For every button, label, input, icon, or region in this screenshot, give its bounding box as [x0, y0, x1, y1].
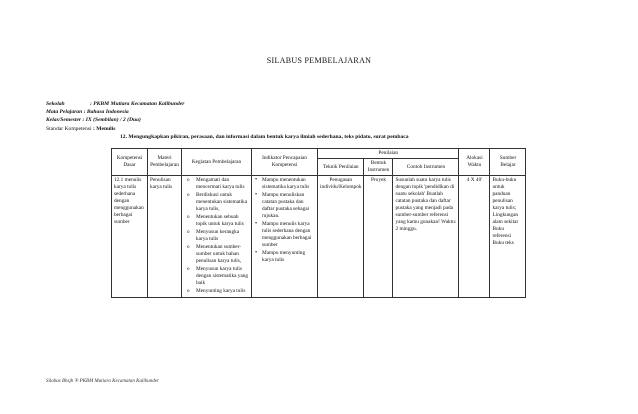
indikator-item: • Mampu menulis karya tulis sederhana dengan menggunakan berbagai sumber	[262, 221, 315, 249]
header-sumber: Sumber Belajar	[490, 149, 526, 176]
header-penilaian: Penilaian	[318, 149, 459, 159]
page-footer: Silabus Bhsjh ® PKBM Mutiara Kecamatan Kalibunder	[46, 379, 159, 384]
header-materi: Materi Pembelajaran	[148, 149, 182, 176]
indikator-item: • Mampu menyunting karya tulis	[262, 250, 315, 264]
cell-indikator	[252, 176, 318, 298]
sumber-item: Lingkungan alam sekitar	[492, 212, 519, 225]
header-alokasi: Alokasi Waktu	[459, 149, 490, 176]
meta-sk-label: Standar Kompetensi	[46, 125, 92, 132]
table-row	[112, 176, 526, 298]
header-kompetensi: Kompetensi Dasar	[112, 149, 148, 176]
cell-teknik: Penugasan individu/Kelompok	[318, 176, 364, 298]
sumber-item: Buku-buku untuk panduan penulisan karya tulis;	[492, 177, 517, 211]
header-teknik: Teknik Penilaian	[318, 159, 364, 176]
meta-kelas-value: : IX (Sembilan) / 2 (Dua)	[82, 117, 141, 124]
cell-kegiatan	[182, 176, 252, 298]
meta-mapel	[46, 108, 409, 116]
kegiatan-item: o Mengamati dan mencermati karya tulis	[196, 177, 249, 191]
meta-mapel-label: Mata Pelajaran	[46, 109, 83, 116]
kegiatan-item: o Menyusun kerangka karya tulis	[196, 229, 249, 243]
document-title: SILABUS PEMBELAJARAN	[266, 56, 372, 65]
silabus-table	[111, 148, 526, 298]
indikator-item: • Mampu menentukan sistematika karya tulis	[262, 177, 315, 191]
meta-kelas-label: Kelas/Semester	[46, 117, 82, 124]
cell-alokasi: 4 X 40'	[459, 176, 490, 298]
meta-sk-value: : Menulis	[92, 125, 116, 132]
cell-sumber	[490, 176, 526, 298]
indikator-item: • Mampu menuliskan catatan pustaka dan daftar pustaka sebagai rujukan.	[262, 192, 315, 220]
cell-materi: Penulisan karya tulis	[148, 176, 182, 298]
header-indikator: Indikator Pencapaian Kompetensi	[252, 149, 318, 176]
cell-contoh: Susunlah suatu karya tulis dengan topik 'pendidikan di suatu sekolah' Buatlah catatan pustaka dan daftar pustaka yang menjadi pada sumber-sumber referensi yang kamu gunakan! Waktu: 2 minggu.	[393, 176, 459, 298]
document-meta	[46, 100, 409, 141]
kegiatan-item: o Menentukan sumber-sumber untuk bahan penulisan karya tulis,	[196, 244, 249, 265]
kegiatan-item: o Berdiskusi untuk menentukan sistematika karya tulis,	[196, 192, 249, 213]
kegiatan-item: o Menyunting karya tulis	[196, 288, 249, 295]
header-kegiatan: Kegiatan Pembelajaran	[182, 149, 252, 176]
meta-standar-kompetensi	[46, 125, 409, 133]
sumber-item: Buku referensi	[492, 226, 512, 239]
header-row	[112, 149, 526, 159]
meta-kelas	[46, 116, 409, 124]
header-contoh: Contoh Instrumen	[393, 159, 459, 176]
meta-sk-detail: 12. Mengungkapkan pikiran, perasaan, dan informasi dalam bentuk karya ilmiah sederhana, teks pidato, surat pembaca	[120, 133, 409, 140]
meta-sekolah-value: : PKBM Mutiara Kecamatan Kalibunder	[90, 101, 185, 107]
meta-sekolah	[46, 100, 409, 108]
kegiatan-item: o Menyusun karya tulis dengan sistematika yang baik	[196, 266, 249, 287]
cell-bentuk: Proyek	[364, 176, 393, 298]
kegiatan-item: o Menentukan sebuah topik untuk karya tulis	[196, 214, 249, 228]
meta-sekolah-label: Sekolah	[46, 101, 65, 107]
header-bentuk: Bentuk Instrumen	[364, 159, 393, 176]
meta-mapel-value: : Bahasa Indonesia	[83, 109, 129, 116]
cell-kompetensi: 12.1 menulis karya tulis sederhana dengan menggunakan berbagai sumber	[112, 176, 148, 298]
sumber-item: Buku teks	[492, 240, 514, 246]
